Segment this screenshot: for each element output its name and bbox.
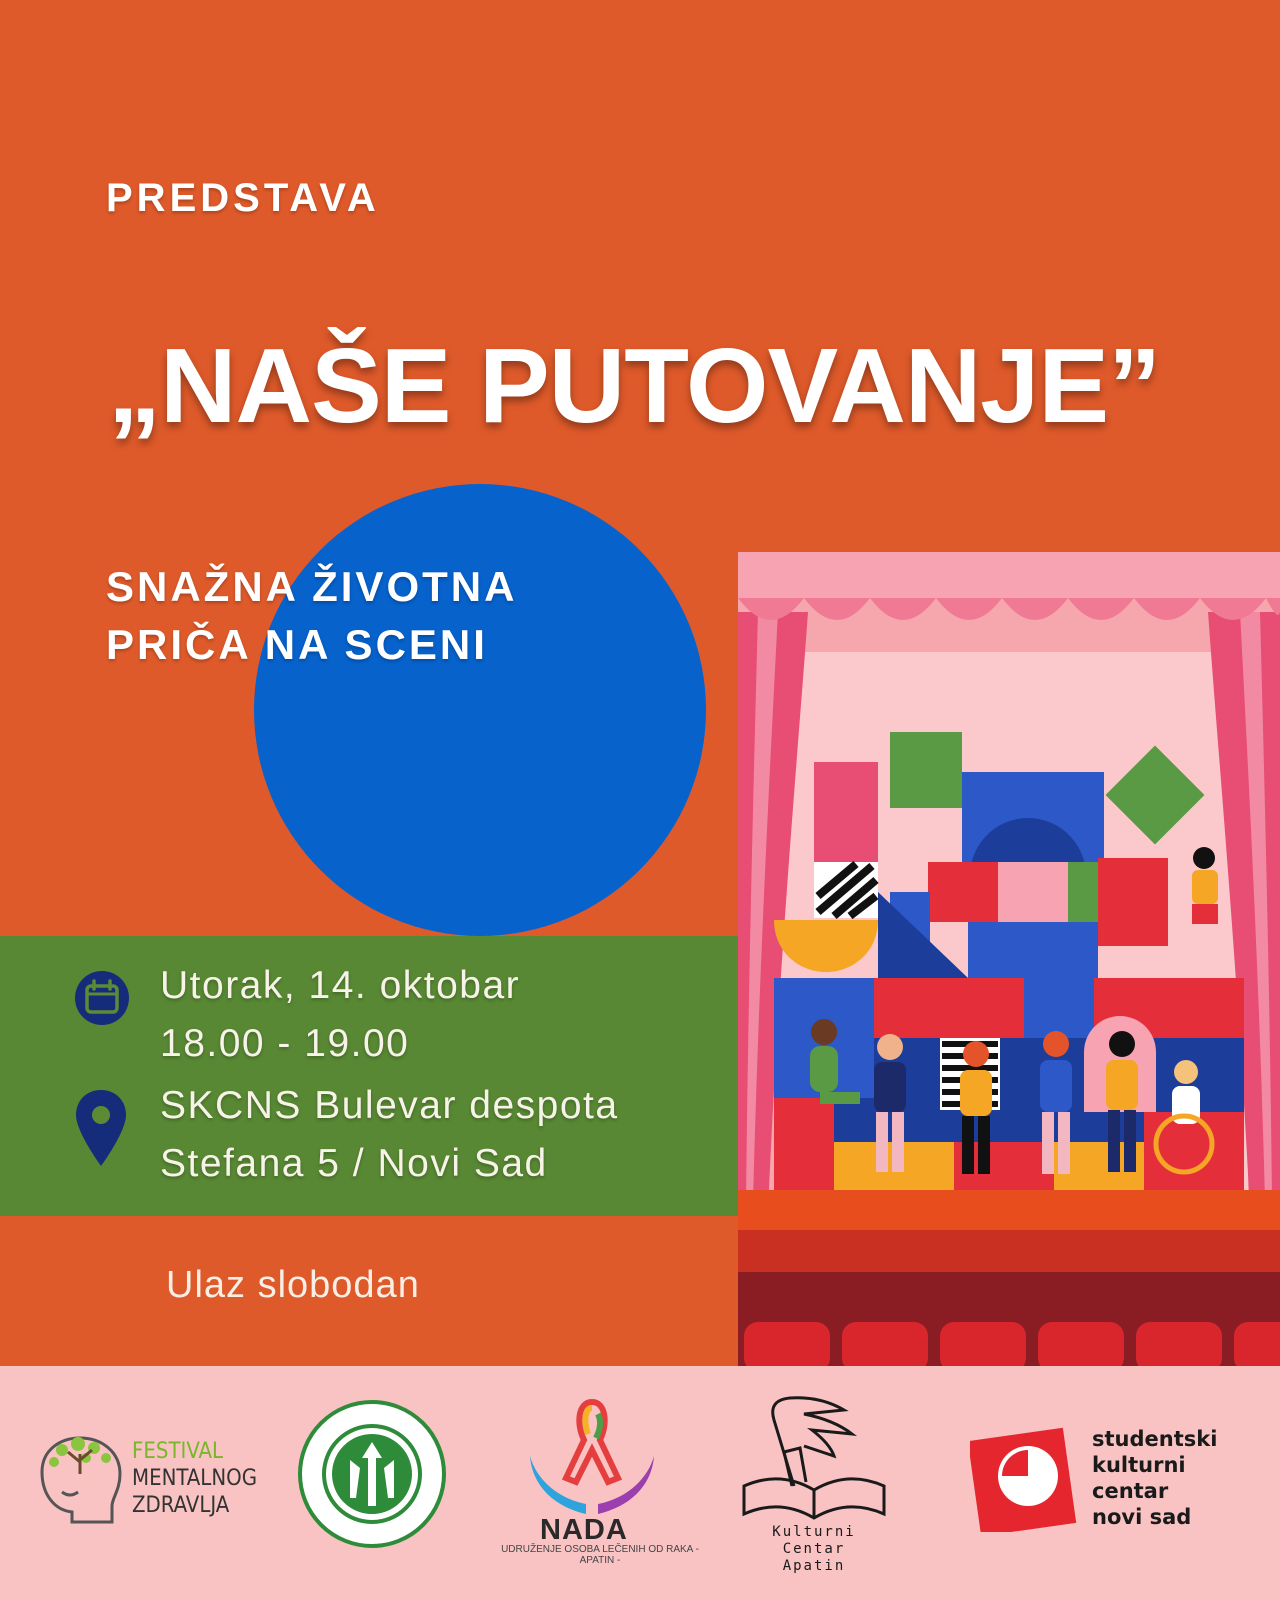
blue-circle-decoration: [254, 484, 706, 936]
festival-logo-text: FESTIVAL MENTALNOG ZDRAVLJA: [132, 1439, 258, 1518]
kc-apatin-book-torch-logo: [734, 1390, 894, 1524]
free-entry-note: Ulaz slobodan: [166, 1264, 420, 1306]
tagline-line-2: PRIČA NA SCENI: [106, 621, 488, 668]
nada-logo-name: NADA: [540, 1514, 628, 1546]
event-location-line-1: SKCNS Bulevar despota: [160, 1084, 619, 1127]
kc-apatin-logo-text: Kulturni Centar Apatin: [772, 1524, 856, 1574]
event-date: Utorak, 14. oktobar: [160, 964, 521, 1007]
skcns-logo-text: studentski kulturni centar novi sad: [1092, 1427, 1218, 1529]
skcns-red-square-logo: [970, 1420, 1082, 1532]
nada-ribbon-hands-logo: [526, 1394, 658, 1516]
festival-head-tree-logo: [32, 1428, 128, 1528]
nada-logo-subtitle: UDRUŽENJE OSOBA LEČENIH OD RAKA - APATIN -: [501, 1544, 699, 1566]
tagline-line-1: SNAŽNA ŽIVOTNA: [106, 563, 518, 610]
drustvo-sombor-seal-logo: [296, 1398, 448, 1550]
poster-tagline: [106, 558, 517, 674]
event-location-line-2: Stefana 5 / Novi Sad: [160, 1142, 548, 1185]
theater-stage-illustration: [738, 552, 1280, 1366]
poster-kicker: PREDSTAVA: [106, 176, 380, 220]
map-pin-icon: [74, 1088, 128, 1168]
calendar-icon: [74, 970, 130, 1026]
poster-title: „NAŠE PUTOVANJE”: [108, 327, 1161, 445]
event-time: 18.00 - 19.00: [160, 1022, 410, 1065]
